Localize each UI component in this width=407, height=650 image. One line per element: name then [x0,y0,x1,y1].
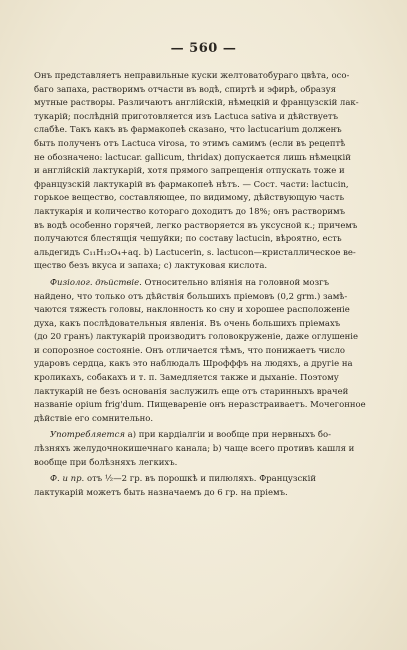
text-line [34,260,380,274]
line-text: a) при кардіалгіи и вообще при нервныхъ бо- [124,430,332,441]
text-line [34,372,380,386]
text-line [34,220,380,234]
line-text: Онъ представляетъ неправильные куски желтоватобураго цвѣта, осо- [34,71,350,81]
paragraph [34,277,380,427]
body-text [34,70,380,503]
line-text: тукарій; послѣдній приготовляется изъ Lactuca sativa и дѣйствуетъ [34,111,339,122]
line-text: названіе opium frig'dum. Пищевареніе онъ неразстраиваетъ. Мочегонное [34,400,366,411]
text-line [34,413,380,427]
paragraph [34,429,380,470]
line-text: лѣзняхъ желудочнокишечнаго канала; b) чаще всего противъ кашля и [34,444,355,455]
text-line [34,331,380,345]
text-line [34,97,380,111]
text-line [34,386,380,400]
line-text: щество безъ вкуса и запаха; c) лактуковая кислота. [34,261,268,272]
text-line [34,247,380,261]
text-line [34,291,380,305]
line-text: мутные растворы. Различаютъ англійскій, нѣмецкій и французскій лак- [34,98,359,109]
line-text: чаются тяжесть головы, наклонность ко сну и хорошее расположеніе [34,305,350,316]
page-number: — 560 — [170,41,237,56]
text-line [34,84,380,98]
paragraph [34,70,380,274]
paragraph [34,473,380,500]
paragraph-lead: Ф. и пр. [50,474,85,485]
line-text: найдено, что только отъ дѣйствія большихъ пріемовъ (0,2 grm.) замѣ- [34,291,348,302]
line-text: Относительно вліянія на головной мозгъ [141,277,330,288]
text-line [34,345,380,359]
text-line [34,318,380,332]
text-line [34,473,380,487]
text-line [34,124,380,138]
line-text: и англійскій лактукарій, хотя прямого запрещенія отпускать тоже и [34,166,345,177]
text-line [34,443,380,457]
line-text: вообще при болѣзняхъ легкихъ. [34,457,178,468]
text-line [34,138,380,152]
text-line [34,233,380,247]
line-text: горькое вещество, составляющее, по видимому, дѣйствующую часть [34,193,345,204]
paragraph-lead: Физіолог. дѣйствіе. [50,277,142,288]
text-line [34,192,380,206]
text-line [34,70,380,84]
paragraph-lead: Употребляется [50,430,125,441]
text-line [34,429,380,443]
line-text: альдегидъ C₁₁H₁₂O₄+aq. b) Lactucerin, s. lactucon—кристаллическое ве- [34,247,356,258]
text-line [34,179,380,193]
line-text: духа, какъ послѣдовательныя явленія. Въ очень большихъ пріемахъ [34,318,341,329]
line-text: (до 20 гранъ) лактукарій производитъ головокруженіе, даже оглушеніе [34,332,359,343]
line-text: лактукарій можетъ быть назначаемъ до 6 гр. на пріемъ. [34,487,288,498]
text-line [34,152,380,166]
line-text: французскій лактукарій въ фармакопеѣ нѣтъ. — Сост. части: lactucin, [34,179,349,190]
text-line [34,277,380,291]
line-text: лактукарій не безъ основанія заслужилъ еще отъ старинныхъ врачей [34,386,349,397]
line-text: быть полученъ отъ Lactuca virosa, то этимъ самимъ (если въ рецептѣ [34,138,346,149]
line-text: дѣйствіе его сомнительно. [34,413,154,424]
text-line [34,165,380,179]
text-line [34,399,380,413]
line-text: получаются блестящія чешуйки; по составу lactucin, вѣроятно, есть [34,234,342,245]
line-text: слабѣе. Такъ какъ въ фармакопеѣ сказано, что lactucarium долженъ [34,125,342,136]
text-line [34,358,380,372]
line-text: лактукарія и количество котораго доходитъ до 18%; онъ растворимъ [34,206,346,217]
line-text: не обозначено: lactucar. gallicum, thridax) допускается лишь нѣмецкій [34,152,351,163]
line-text: въ водѣ особенно горячей, легко растворяется въ уксусной к.; причемъ [34,220,358,231]
line-text: и сопорозное состояніе. Онъ отличается тѣмъ, что понижаетъ число [34,345,346,356]
line-text: баго запаха, растворимъ отчасти въ водѣ, спиртѣ и эфирѣ, образуя [34,84,336,95]
line-text: ударовъ сердца, какъ это наблюдалъ Шрофффъ на людяхъ, а другіе на [34,359,353,370]
line-text: отъ ½—2 гр. въ порошкѣ и пилюляхъ. Французскій [84,474,316,485]
text-line [34,487,380,501]
text-line [34,457,380,471]
text-line [34,111,380,125]
text-line [34,206,380,220]
line-text: кроликахъ, собакахъ и т. п. Замедляется также и дыханіе. Поэтому [34,373,339,384]
text-line [34,304,380,318]
